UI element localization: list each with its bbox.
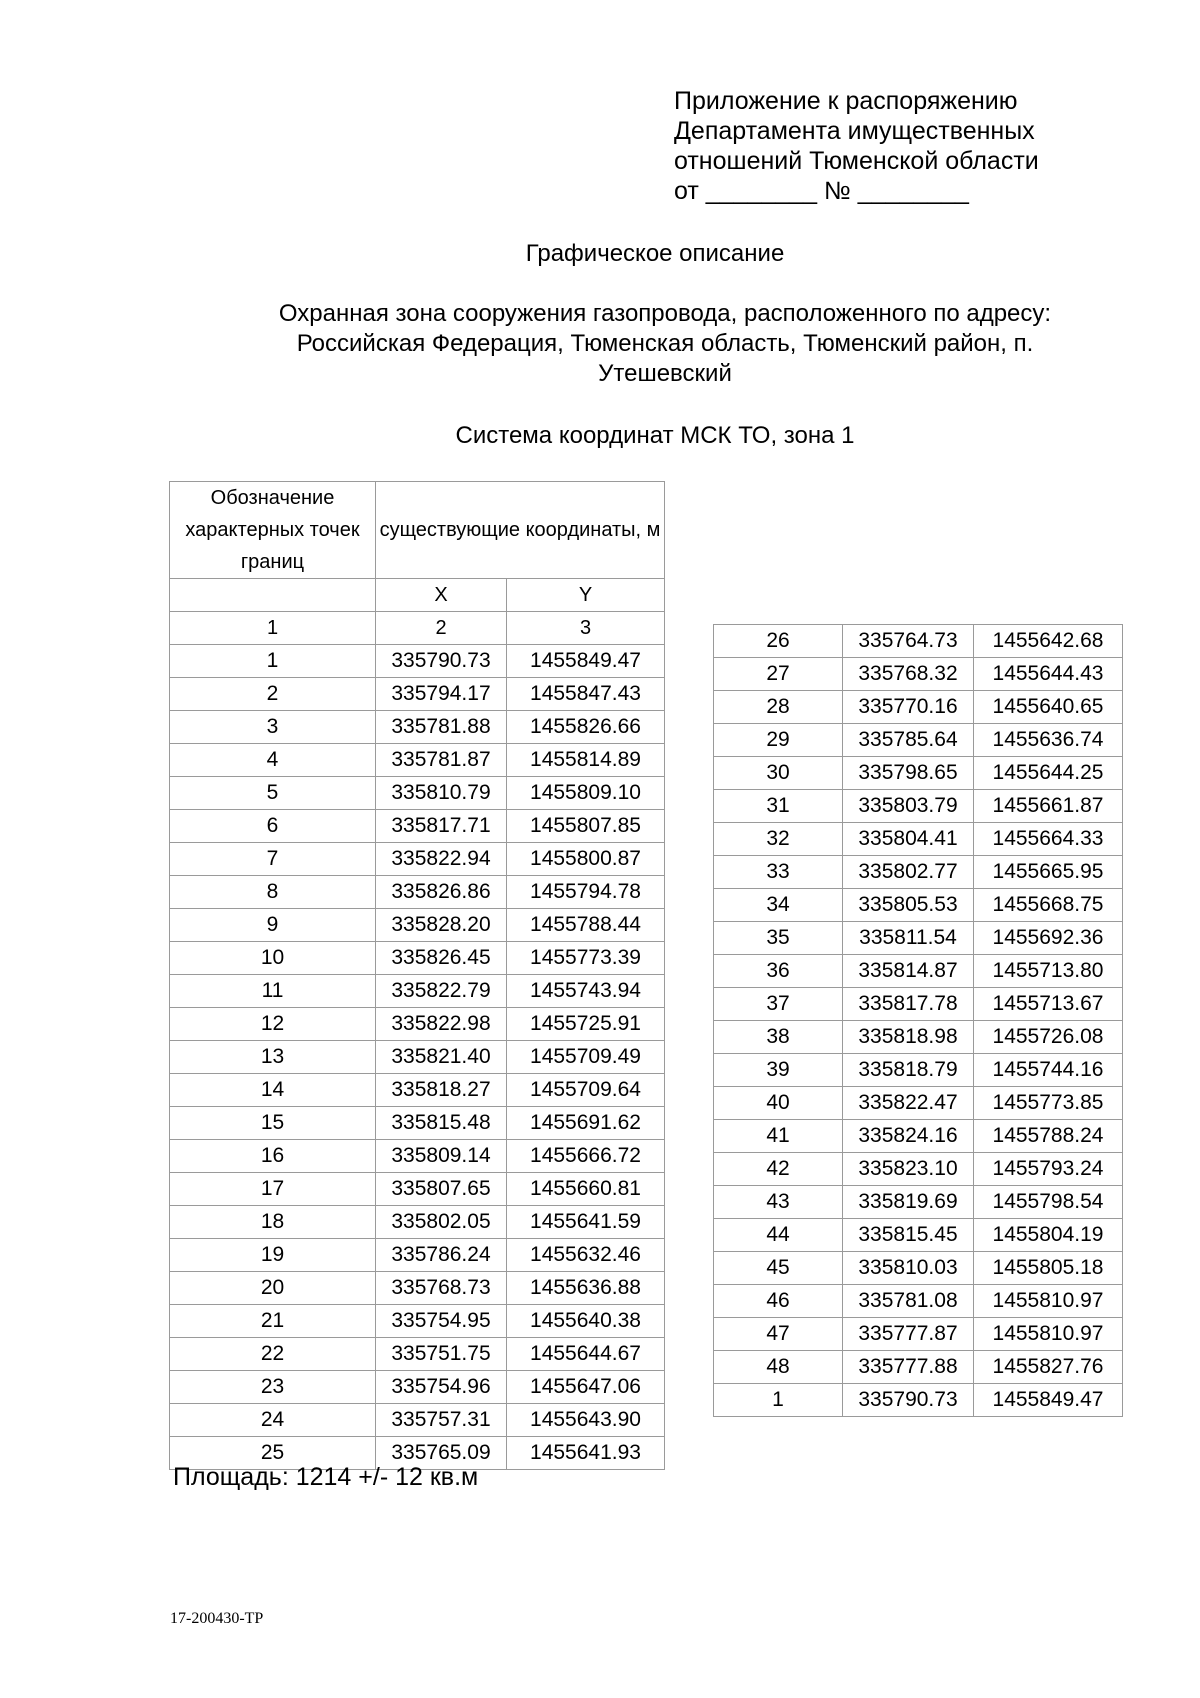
table-row [170,777,665,810]
coordinate-system: Система координат МСК ТО, зона 1 [455,422,855,449]
point-id-cell: 4 [170,744,376,777]
point-id-cell: 39 [714,1054,843,1087]
x-coordinate-cell: 335822.79 [376,975,507,1008]
y-coordinate-cell: 1455642.68 [974,625,1123,658]
x-coordinate-cell: 335768.73 [376,1272,507,1305]
table-header-row-xy [170,579,665,612]
table-row [170,1206,665,1239]
y-coordinate-cell: 1455644.43 [974,658,1123,691]
x-coordinate-cell: 335807.65 [376,1173,507,1206]
document-title: Графическое описание [525,240,785,267]
table-row [170,1173,665,1206]
table-row [714,823,1123,856]
x-coordinate-cell: 335819.69 [843,1186,974,1219]
object-description-line-2: Российская Федерация, Тюменская область, Тюменский район, п. [296,330,1034,357]
table-row [170,1008,665,1041]
table-row [170,909,665,942]
point-id-cell: 47 [714,1318,843,1351]
y-coordinate-cell: 1455643.90 [507,1404,665,1437]
point-id-cell: 45 [714,1252,843,1285]
y-coordinate-cell: 1455641.59 [507,1206,665,1239]
point-id-cell: 6 [170,810,376,843]
header-points: Обозначение характерных точек границ [170,482,376,579]
y-coordinate-cell: 1455632.46 [507,1239,665,1272]
table-row [714,691,1123,724]
table-row [714,724,1123,757]
point-id-cell: 32 [714,823,843,856]
y-coordinate-cell: 1455661.87 [974,790,1123,823]
y-coordinate-cell: 1455640.65 [974,691,1123,724]
table-row [714,658,1123,691]
object-description-line-1: Охранная зона сооружения газопровода, расположенного по адресу: [278,300,1052,327]
table-row [714,1153,1123,1186]
table-row [170,1239,665,1272]
y-coordinate-cell: 1455664.33 [974,823,1123,856]
table-header-row [170,482,665,579]
table-row [714,1285,1123,1318]
point-id-cell: 38 [714,1021,843,1054]
table-row [714,757,1123,790]
table-row [170,744,665,777]
table-row [170,711,665,744]
x-coordinate-cell: 335790.73 [376,645,507,678]
point-id-cell: 14 [170,1074,376,1107]
document-number: 17-200430-ТР [170,1610,264,1627]
y-coordinate-cell: 1455713.80 [974,955,1123,988]
y-coordinate-cell: 1455810.97 [974,1318,1123,1351]
x-coordinate-cell: 335781.88 [376,711,507,744]
y-coordinate-cell: 1455810.97 [974,1285,1123,1318]
point-id-cell: 19 [170,1239,376,1272]
y-coordinate-cell: 1455794.78 [507,876,665,909]
y-coordinate-cell: 1455725.91 [507,1008,665,1041]
x-coordinate-cell: 335809.14 [376,1140,507,1173]
table-row [714,1087,1123,1120]
x-coordinate-cell: 335824.16 [843,1120,974,1153]
header-y: Y [507,579,665,612]
table-row [170,1338,665,1371]
point-id-cell: 1 [170,645,376,678]
x-coordinate-cell: 335826.86 [376,876,507,909]
y-coordinate-cell: 1455743.94 [507,975,665,1008]
point-id-cell: 30 [714,757,843,790]
y-coordinate-cell: 1455773.85 [974,1087,1123,1120]
x-coordinate-cell: 335822.47 [843,1087,974,1120]
y-coordinate-cell: 1455709.64 [507,1074,665,1107]
point-id-cell: 13 [170,1041,376,1074]
y-coordinate-cell: 1455692.36 [974,922,1123,955]
x-coordinate-cell: 335754.96 [376,1371,507,1404]
y-coordinate-cell: 1455788.24 [974,1120,1123,1153]
table-row [170,1041,665,1074]
attachment-line-2: Департамента имущественных [674,117,1035,145]
y-coordinate-cell: 1455644.67 [507,1338,665,1371]
y-coordinate-cell: 1455668.75 [974,889,1123,922]
attachment-line-4: от ________ № ________ [674,177,969,205]
point-id-cell: 33 [714,856,843,889]
x-coordinate-cell: 335818.27 [376,1074,507,1107]
table-row [714,1384,1123,1417]
point-id-cell: 18 [170,1206,376,1239]
table-row [170,1305,665,1338]
y-coordinate-cell: 1455691.62 [507,1107,665,1140]
y-coordinate-cell: 1455773.39 [507,942,665,975]
x-coordinate-cell: 335828.20 [376,909,507,942]
x-coordinate-cell: 335810.79 [376,777,507,810]
y-coordinate-cell: 1455826.66 [507,711,665,744]
x-coordinate-cell: 335777.88 [843,1351,974,1384]
y-coordinate-cell: 1455827.76 [974,1351,1123,1384]
point-id-cell: 1 [714,1384,843,1417]
point-id-cell: 10 [170,942,376,975]
point-id-cell: 48 [714,1351,843,1384]
point-id-cell: 15 [170,1107,376,1140]
x-coordinate-cell: 335781.87 [376,744,507,777]
x-coordinate-cell: 335815.48 [376,1107,507,1140]
table-row [714,1186,1123,1219]
y-coordinate-cell: 1455744.16 [974,1054,1123,1087]
y-coordinate-cell: 1455647.06 [507,1371,665,1404]
point-id-cell: 36 [714,955,843,988]
header-col-2: 2 [376,612,507,645]
table-row [170,942,665,975]
point-id-cell: 43 [714,1186,843,1219]
table-row [714,856,1123,889]
table-row [714,922,1123,955]
x-coordinate-cell: 335802.05 [376,1206,507,1239]
y-coordinate-cell: 1455805.18 [974,1252,1123,1285]
x-coordinate-cell: 335818.98 [843,1021,974,1054]
x-coordinate-cell: 335754.95 [376,1305,507,1338]
area-value: Площадь: 1214 +/- 12 кв.м [173,1463,479,1491]
y-coordinate-cell: 1455793.24 [974,1153,1123,1186]
y-coordinate-cell: 1455709.49 [507,1041,665,1074]
y-coordinate-cell: 1455713.67 [974,988,1123,1021]
x-coordinate-cell: 335777.87 [843,1318,974,1351]
table-row [714,790,1123,823]
table-row [170,810,665,843]
x-coordinate-cell: 335817.71 [376,810,507,843]
point-id-cell: 5 [170,777,376,810]
point-id-cell: 28 [714,691,843,724]
attachment-line-1: Приложение к распоряжению [674,87,1018,115]
point-id-cell: 22 [170,1338,376,1371]
x-coordinate-cell: 335822.98 [376,1008,507,1041]
table-row [170,843,665,876]
header-col-3: 3 [507,612,665,645]
point-id-cell: 42 [714,1153,843,1186]
coordinates-table-left [169,481,665,1470]
table-row [170,645,665,678]
point-id-cell: 41 [714,1120,843,1153]
x-coordinate-cell: 335817.78 [843,988,974,1021]
point-id-cell: 26 [714,625,843,658]
y-coordinate-cell: 1455788.44 [507,909,665,942]
x-coordinate-cell: 335802.77 [843,856,974,889]
y-coordinate-cell: 1455640.38 [507,1305,665,1338]
x-coordinate-cell: 335765.09 [376,1437,507,1470]
table-row [714,1318,1123,1351]
x-coordinate-cell: 335790.73 [843,1384,974,1417]
attachment-note [674,86,1039,206]
point-id-cell: 34 [714,889,843,922]
point-id-cell: 7 [170,843,376,876]
point-id-cell: 2 [170,678,376,711]
table-header-row-numbers [170,612,665,645]
x-coordinate-cell: 335805.53 [843,889,974,922]
table-row [714,1120,1123,1153]
point-id-cell: 27 [714,658,843,691]
point-id-cell: 40 [714,1087,843,1120]
point-id-cell: 44 [714,1219,843,1252]
object-description [230,299,1100,389]
point-id-cell: 25 [170,1437,376,1470]
x-coordinate-cell: 335804.41 [843,823,974,856]
object-description-line-3: Утешевский [598,360,732,387]
point-id-cell: 17 [170,1173,376,1206]
y-coordinate-cell: 1455847.43 [507,678,665,711]
point-id-cell: 29 [714,724,843,757]
x-coordinate-cell: 335757.31 [376,1404,507,1437]
x-coordinate-cell: 335803.79 [843,790,974,823]
header-empty [170,579,376,612]
point-id-cell: 16 [170,1140,376,1173]
table-row [714,1021,1123,1054]
x-coordinate-cell: 335810.03 [843,1252,974,1285]
point-id-cell: 3 [170,711,376,744]
point-id-cell: 46 [714,1285,843,1318]
attachment-line-3: отношений Тюменской области [674,147,1039,175]
x-coordinate-cell: 335821.40 [376,1041,507,1074]
table-row [714,625,1123,658]
point-id-cell: 11 [170,975,376,1008]
point-id-cell: 23 [170,1371,376,1404]
table-row [714,889,1123,922]
table-row [714,1054,1123,1087]
x-coordinate-cell: 335822.94 [376,843,507,876]
table-row [170,1107,665,1140]
x-coordinate-cell: 335751.75 [376,1338,507,1371]
x-coordinate-cell: 335764.73 [843,625,974,658]
point-id-cell: 20 [170,1272,376,1305]
x-coordinate-cell: 335811.54 [843,922,974,955]
y-coordinate-cell: 1455636.74 [974,724,1123,757]
x-coordinate-cell: 335768.32 [843,658,974,691]
x-coordinate-cell: 335798.65 [843,757,974,790]
x-coordinate-cell: 335815.45 [843,1219,974,1252]
point-id-cell: 35 [714,922,843,955]
y-coordinate-cell: 1455726.08 [974,1021,1123,1054]
point-id-cell: 37 [714,988,843,1021]
y-coordinate-cell: 1455665.95 [974,856,1123,889]
table-row [714,1351,1123,1384]
table-row [714,1252,1123,1285]
table-row [170,1074,665,1107]
x-coordinate-cell: 335770.16 [843,691,974,724]
point-id-cell: 12 [170,1008,376,1041]
table-row [170,678,665,711]
y-coordinate-cell: 1455849.47 [974,1384,1123,1417]
header-col-1: 1 [170,612,376,645]
point-id-cell: 9 [170,909,376,942]
y-coordinate-cell: 1455641.93 [507,1437,665,1470]
table-row [170,1404,665,1437]
point-id-cell: 21 [170,1305,376,1338]
table-row [170,876,665,909]
point-id-cell: 31 [714,790,843,823]
y-coordinate-cell: 1455660.81 [507,1173,665,1206]
header-x: X [376,579,507,612]
y-coordinate-cell: 1455636.88 [507,1272,665,1305]
x-coordinate-cell: 335826.45 [376,942,507,975]
x-coordinate-cell: 335794.17 [376,678,507,711]
y-coordinate-cell: 1455666.72 [507,1140,665,1173]
table-row [170,1272,665,1305]
header-coords: существующие координаты, м [376,482,665,579]
y-coordinate-cell: 1455849.47 [507,645,665,678]
table-row [170,1140,665,1173]
point-id-cell: 8 [170,876,376,909]
table-row [170,1371,665,1404]
y-coordinate-cell: 1455804.19 [974,1219,1123,1252]
table-row [170,975,665,1008]
x-coordinate-cell: 335823.10 [843,1153,974,1186]
table-row [714,1219,1123,1252]
table-row [714,988,1123,1021]
y-coordinate-cell: 1455814.89 [507,744,665,777]
y-coordinate-cell: 1455798.54 [974,1186,1123,1219]
coordinates-table-right [713,624,1123,1417]
x-coordinate-cell: 335785.64 [843,724,974,757]
y-coordinate-cell: 1455809.10 [507,777,665,810]
x-coordinate-cell: 335781.08 [843,1285,974,1318]
x-coordinate-cell: 335786.24 [376,1239,507,1272]
x-coordinate-cell: 335814.87 [843,955,974,988]
y-coordinate-cell: 1455807.85 [507,810,665,843]
point-id-cell: 24 [170,1404,376,1437]
y-coordinate-cell: 1455800.87 [507,843,665,876]
y-coordinate-cell: 1455644.25 [974,757,1123,790]
table-row [714,955,1123,988]
x-coordinate-cell: 335818.79 [843,1054,974,1087]
